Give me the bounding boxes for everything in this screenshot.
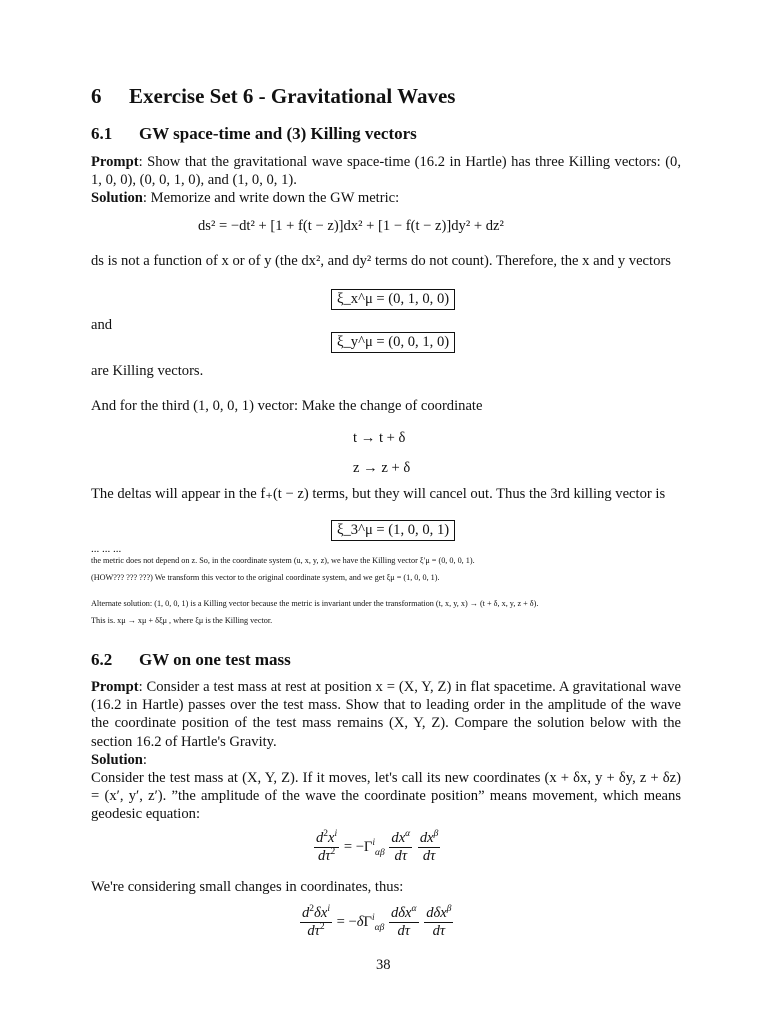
metric-equation [198,218,504,235]
equation-text: z → z + δ [353,460,411,476]
boxed-killing-vector-y [331,332,455,353]
paragraph-text: ds is not a function of x or of y (the dx², and dy² terms do not count). Therefore, the x and y vectors [91,253,671,269]
box-text: ξ_3^μ = (1, 0, 0, 1) [337,522,450,538]
subsection-number: 6.2 [91,650,113,669]
footnote-3 [91,598,538,609]
solution-label: Solution [91,751,143,768]
equation-t-shift [353,430,405,447]
section-number: 6 [91,84,102,108]
are-killing-text [91,362,681,380]
section-heading [91,84,455,109]
deltas-paragraph [91,485,681,503]
footnote-2 [91,572,440,583]
footnote-text: This is. xμ → xμ + δξμ , where ξμ is the Killing vector. [91,616,273,625]
subsection-number: 6.1 [91,124,113,143]
paragraph-text: Consider the test mass at (X, Y, Z). If it moves, let's call its new coordinates (x + δx, y + δy, z + δz) = (x′, y′, z′). ”the amplitude of the wave the coordinate position” means movement, which means geodesic equation: [91,770,681,823]
box-text: ξ_x^μ = (0, 1, 0, 0) [337,291,450,307]
perturbed-geodesic-equation: $\frac{d^2\delta x^i}{d\tau^2}$ = $-\delta\Gamma^i_{\alpha\beta}$ $\frac{d\delta x^\alpha}{d\tau}$ $\frac{d\delta x^\beta}{d\tau}$ [302,904,452,939]
paragraph-xy-vectors [91,252,681,270]
boxed-killing-vector-x [331,289,455,310]
prompt-text: : Show that the gravitational wave space-time (16.2 in Hartle) has three Killing vectors: (0, 1, 0, 0), (0, 0, 1, 0), and (1, 0, 0, 1). [91,154,681,189]
subsection-title: GW on one test mass [139,650,291,669]
prompt-label: Prompt [91,154,139,170]
solution-label: Solution [91,190,143,207]
ellipsis [91,544,121,555]
prompt-paragraph [91,153,681,208]
page-number-text: 38 [376,957,391,973]
footnote-4 [91,615,272,626]
subsection-heading-6-2 [91,650,291,670]
prompt-label: Prompt [91,679,139,695]
subsection-heading-6-1 [91,124,417,144]
and-label: and [91,317,113,333]
footnote-1 [91,555,475,566]
third-vector-text [91,397,681,415]
equation-z-shift [353,460,410,477]
prompt-text: : Consider a test mass at rest at position x = (X, Y, Z) in flat spacetime. A gravitational wave (16.2 in Hartle) passes over the test mass. Show that to leading order in the amplitude of the wave the coordinate position of the test mass remains (X, Y, Z). Compare the solution below with the section 16.2 of Hartle's Gravity. [91,679,681,750]
paragraph-text: The deltas will appear in the f₊(t − z) terms, but they will cancel out. Thus the 3rd killing vector is [91,486,666,502]
page-number [376,957,391,974]
equation-text: t → t + δ [353,430,406,446]
boxed-killing-vector-3 [331,520,455,541]
solution-text: : Memorize and write down the GW metric: [142,190,400,207]
box-text: ξ_y^μ = (0, 0, 1, 0) [337,334,450,350]
solution-text: : [142,751,147,768]
footnote-text: (HOW??? ??? ???) We transform this vector to the original coordinate system, and we get ξμ = (1, 0, 0, 1). [91,573,440,582]
footnote-text: Alternate solution: (1, 0, 0, 1) is a Killing vector because the metric is invariant under the transformation (t, x, y, x) → (t + δ, x, y, z + δ). [91,599,539,608]
paragraph-text: And for the third (1, 0, 0, 1) vector: Make the change of coordinate [91,398,483,414]
footnote-text: the metric does not depend on z. So, in the coordinate system (u, x, y, z), we have the Killing vector ξ′μ = (0, 0, 0, 1). [91,556,475,565]
geodesic-equation: $\frac{d^2x^i}{d\tau^2}$ = $-\Gamma^i_{\alpha\beta}$ $\frac{dx^\alpha}{d\tau}$ $\frac{dx^\beta}{d\tau}$ [316,829,439,864]
section-title: Exercise Set 6 - Gravitational Waves [129,84,456,108]
small-changes-text [91,878,681,896]
metric-equation-text: ds² = −dt² + [1 + f(t − z)]dx² + [1 − f(t − z)]dy² + dz² [198,218,504,234]
paragraph-text: are Killing vectors. [91,363,204,379]
paragraph-text: We're considering small changes in coordinates, thus: [91,879,404,895]
ellipsis-text: ... ... ... [91,543,122,555]
prompt-paragraph-2 [91,678,681,824]
subsection-title: GW space-time and (3) Killing vectors [139,124,417,143]
